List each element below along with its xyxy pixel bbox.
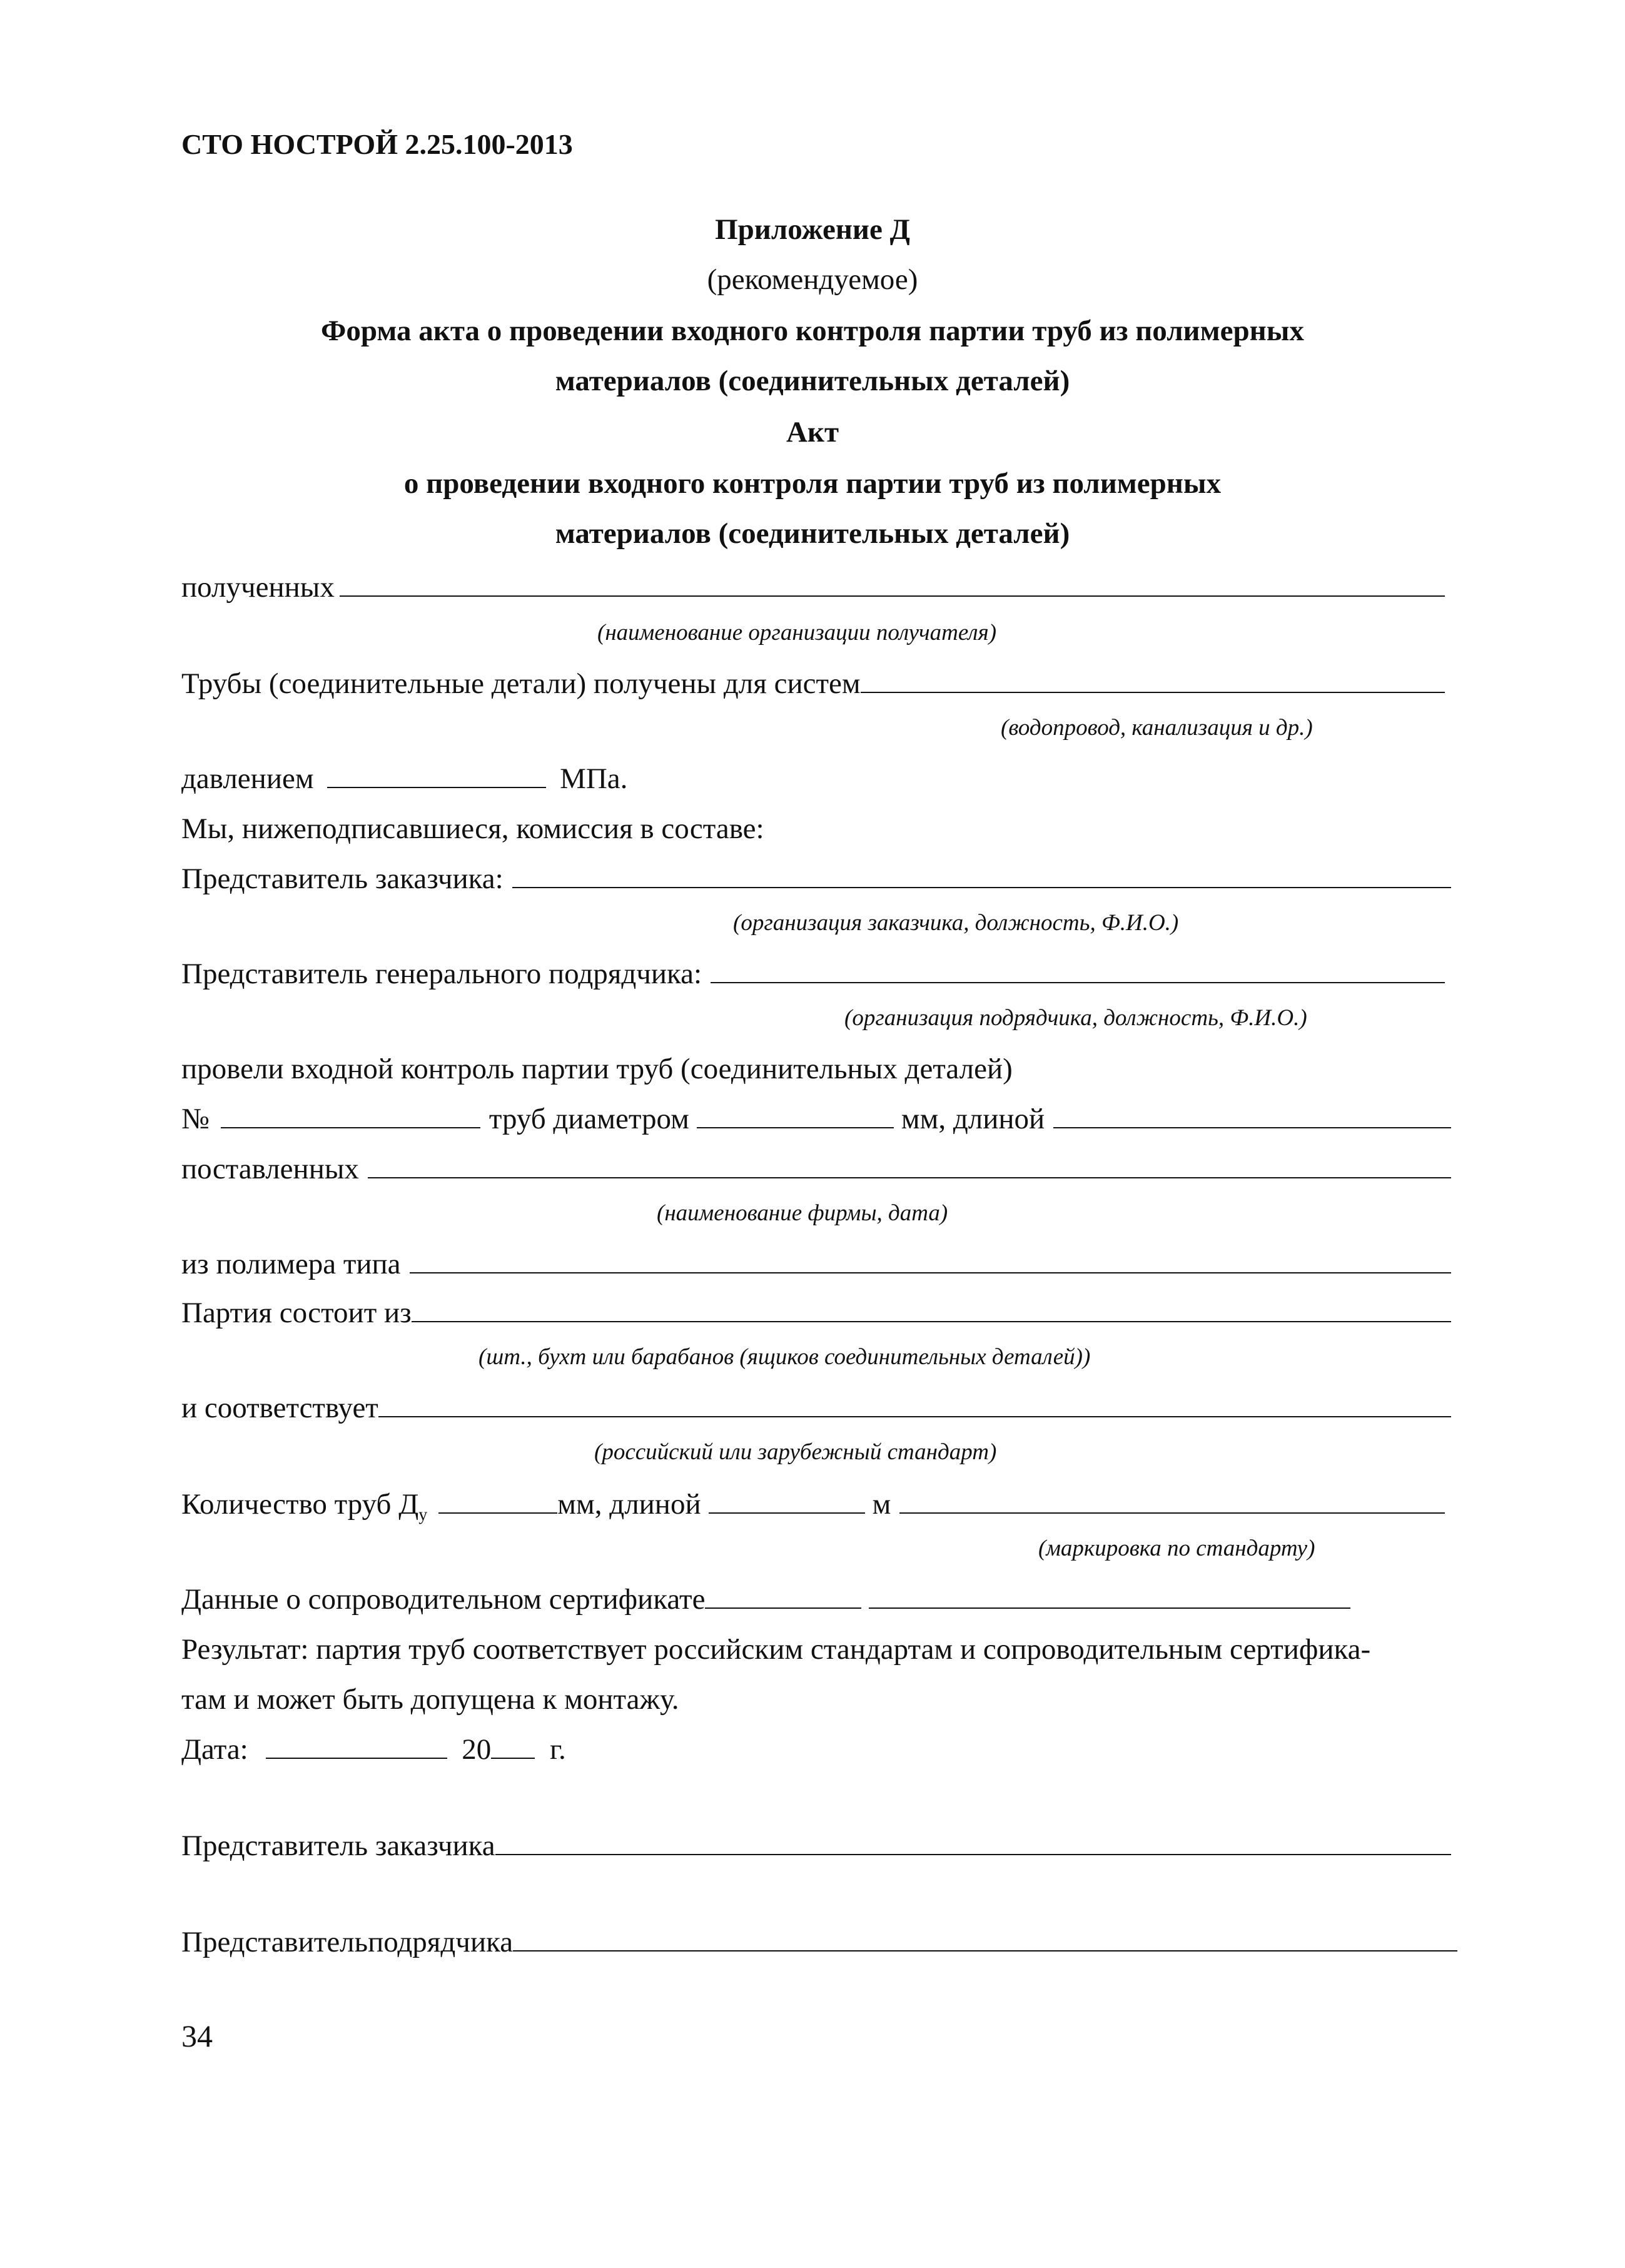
supplied-field[interactable] — [368, 1177, 1451, 1178]
contractor-rep-field[interactable] — [711, 981, 1445, 983]
customer-rep-row — [181, 862, 1451, 896]
appendix-title: Приложение Д — [715, 213, 910, 246]
customer-rep-field[interactable] — [512, 886, 1451, 888]
marking-hint: (маркировка по стандарту) — [1038, 1536, 1315, 1561]
supplied-row — [181, 1152, 1451, 1186]
supplied-hint: (наименование фирмы, дата) — [657, 1200, 948, 1226]
quantity-mm-label: мм, длиной — [557, 1488, 701, 1521]
customer-signature-field[interactable] — [495, 1853, 1451, 1855]
contractor-signature-field[interactable] — [513, 1950, 1457, 1952]
diameter-label: труб диаметром — [489, 1103, 689, 1135]
standard-code: СТО НОСТРОЙ 2.25.100-2013 — [181, 128, 573, 160]
act-subtitle-line-1: о проведении входного контроля партии труб из полимерных — [403, 467, 1222, 500]
batch-row — [181, 1296, 1451, 1330]
appendix-status: (рекомендуемое) — [707, 263, 918, 296]
received-label: полученных — [181, 571, 335, 604]
marking-field[interactable] — [899, 1512, 1445, 1514]
quantity-row — [181, 1487, 1445, 1525]
diameter-field[interactable] — [697, 1126, 894, 1128]
received-row — [181, 570, 1445, 604]
date-year-field[interactable] — [491, 1757, 535, 1759]
result-line-1: Результат: партия труб соответствует российским стандартам и сопроводительным сертифика- — [181, 1633, 1371, 1666]
date-row — [181, 1733, 566, 1766]
number-row — [181, 1102, 1451, 1136]
quantity-diameter-field[interactable] — [438, 1512, 557, 1514]
quantity-label: Количество труб $Д_у$ — [181, 1488, 428, 1525]
systems-row — [181, 667, 1445, 701]
polymer-row — [181, 1247, 1451, 1281]
customer-signature-label: Представитель заказчика — [181, 1830, 495, 1862]
result-line-2: там и может быть допущена к монтажу. — [181, 1683, 679, 1716]
certificate-label: Данные о сопроводительном сертификате — [181, 1583, 706, 1616]
batch-hint: (шт., бухт или барабанов (ящиков соединительных деталей)) — [478, 1344, 1091, 1370]
date-year-prefix: 20 — [462, 1733, 492, 1766]
contractor-signature-label: Представительподрядчика — [181, 1926, 514, 1958]
polymer-field[interactable] — [410, 1272, 1451, 1273]
contractor-rep-label: Представитель генерального подрядчика: — [181, 958, 702, 990]
pressure-row — [181, 762, 627, 796]
pressure-field[interactable] — [327, 786, 546, 788]
received-field[interactable] — [340, 595, 1445, 597]
quantity-m-label: м — [872, 1488, 891, 1521]
customer-signature-row — [181, 1829, 1451, 1863]
number-field[interactable] — [221, 1126, 480, 1128]
complies-hint: (российский или зарубежный стандарт) — [594, 1439, 997, 1465]
date-suffix: г. — [550, 1733, 566, 1766]
commission-text: Мы, нижеподписавшиеся, комиссия в составе: — [181, 813, 764, 845]
certificate-field-1[interactable] — [705, 1607, 861, 1609]
quantity-subscript: у — [418, 1505, 428, 1525]
act-title: Акт — [786, 416, 839, 448]
polymer-label: из полимера типа — [181, 1248, 401, 1280]
systems-hint: (водопровод, канализация и др.) — [1001, 715, 1313, 741]
form-title-line-1: Форма акта о проведении входного контроля партии труб из полимерных — [321, 315, 1304, 347]
pressure-label: давлением — [181, 762, 314, 795]
batch-field[interactable] — [412, 1320, 1451, 1322]
batch-label: Партия состоит из — [181, 1297, 412, 1329]
number-label: № — [181, 1103, 210, 1135]
pressure-unit: МПа. — [560, 762, 628, 795]
page-number: 34 — [181, 2018, 213, 2053]
contractor-signature-row — [181, 1925, 1457, 1959]
supplied-label: поставленных — [181, 1153, 359, 1185]
received-hint: (наименование организации получателя) — [597, 620, 997, 645]
systems-field[interactable] — [861, 691, 1445, 693]
certificate-field-2[interactable] — [869, 1607, 1350, 1609]
complies-label: и соответствует — [181, 1392, 378, 1424]
contractor-rep-hint: (организация подрядчика, должность, Ф.И.О.) — [844, 1005, 1307, 1031]
length-label: мм, длиной — [901, 1103, 1045, 1135]
complies-row — [181, 1391, 1451, 1425]
complies-field[interactable] — [378, 1415, 1451, 1417]
act-subtitle-line-2: материалов (соединительных деталей) — [555, 517, 1070, 550]
customer-rep-hint: (организация заказчика, должность, Ф.И.О.) — [733, 910, 1179, 936]
contractor-rep-row — [181, 957, 1445, 991]
control-text: провели входной контроль партии труб (соединительных деталей) — [181, 1053, 1013, 1085]
date-day-field[interactable] — [266, 1757, 447, 1759]
date-label: Дата: — [181, 1733, 248, 1766]
length-field[interactable] — [1053, 1126, 1451, 1128]
customer-rep-label: Представитель заказчика: — [181, 863, 504, 895]
certificate-row — [181, 1582, 1350, 1616]
systems-label: Трубы (соединительные детали) получены для систем — [181, 667, 861, 700]
form-title-line-2: материалов (соединительных деталей) — [555, 365, 1070, 397]
quantity-length-field[interactable] — [709, 1512, 865, 1514]
